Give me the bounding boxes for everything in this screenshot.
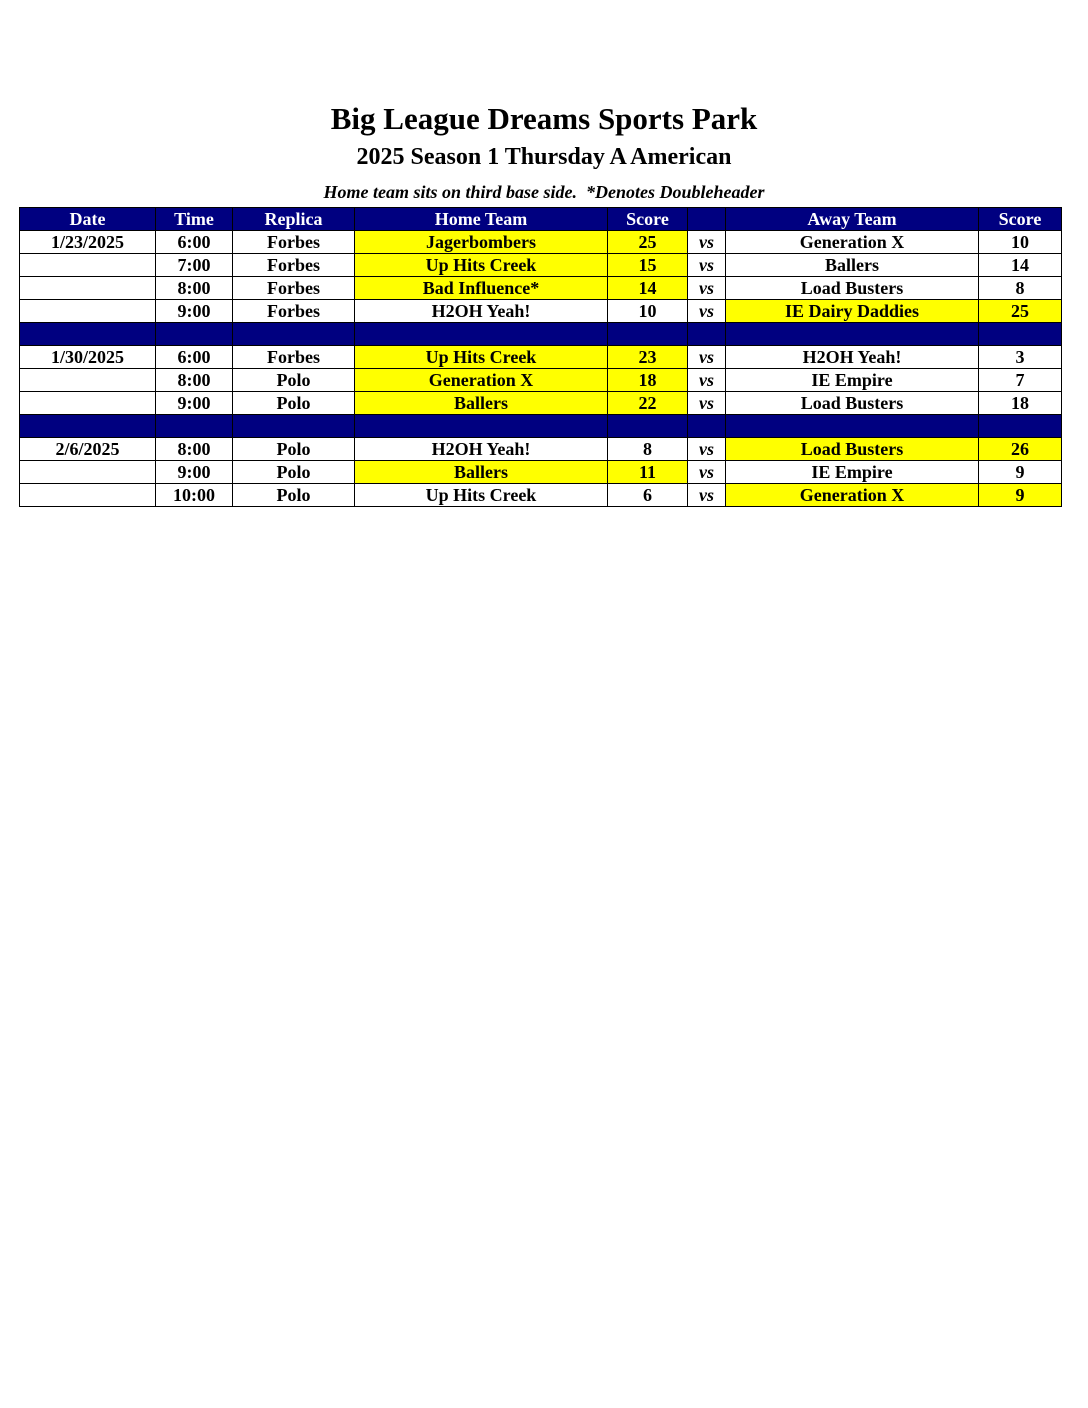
column-header-replica: Replica	[233, 208, 355, 231]
home-score-cell: 14	[608, 277, 688, 300]
schedule-body	[20, 231, 1062, 507]
replica-cell: Forbes	[233, 346, 355, 369]
separator-cell	[979, 415, 1062, 438]
away-score-cell: 3	[979, 346, 1062, 369]
time-cell: 8:00	[156, 438, 233, 461]
home-team-cell: H2OH Yeah!	[355, 438, 608, 461]
home-score-cell: 25	[608, 231, 688, 254]
column-header-time: Time	[156, 208, 233, 231]
home-team-cell: Generation X	[355, 369, 608, 392]
column-header-vs	[688, 208, 726, 231]
separator-cell	[608, 323, 688, 346]
replica-cell: Forbes	[233, 254, 355, 277]
replica-cell: Polo	[233, 369, 355, 392]
table-row	[20, 277, 1062, 300]
home-score-cell: 23	[608, 346, 688, 369]
time-cell: 8:00	[156, 277, 233, 300]
vs-cell: vs	[688, 438, 726, 461]
date-cell: 1/30/2025	[20, 346, 156, 369]
time-cell: 8:00	[156, 369, 233, 392]
time-cell: 9:00	[156, 392, 233, 415]
date-cell	[20, 254, 156, 277]
table-row	[20, 369, 1062, 392]
away-score-cell: 9	[979, 461, 1062, 484]
time-cell: 6:00	[156, 346, 233, 369]
separator-cell	[726, 323, 979, 346]
replica-cell: Polo	[233, 438, 355, 461]
away-team-cell: IE Empire	[726, 461, 979, 484]
away-score-cell: 10	[979, 231, 1062, 254]
table-row	[20, 300, 1062, 323]
home-team-cell: Bad Influence*	[355, 277, 608, 300]
separator-cell	[20, 415, 156, 438]
vs-cell: vs	[688, 484, 726, 507]
date-cell	[20, 369, 156, 392]
replica-cell: Forbes	[233, 300, 355, 323]
vs-cell: vs	[688, 300, 726, 323]
table-row	[20, 461, 1062, 484]
column-header-home-team: Home Team	[355, 208, 608, 231]
away-team-cell: Generation X	[726, 231, 979, 254]
column-header-home-score: Score	[608, 208, 688, 231]
home-team-cell: Ballers	[355, 392, 608, 415]
replica-cell: Polo	[233, 484, 355, 507]
table-row	[20, 438, 1062, 461]
vs-cell: vs	[688, 369, 726, 392]
separator-cell	[688, 415, 726, 438]
time-cell: 7:00	[156, 254, 233, 277]
separator-cell	[233, 323, 355, 346]
table-row	[20, 254, 1062, 277]
home-team-cell: Up Hits Creek	[355, 346, 608, 369]
separator-cell	[156, 323, 233, 346]
date-cell	[20, 392, 156, 415]
away-score-cell: 18	[979, 392, 1062, 415]
home-team-cell: Jagerbombers	[355, 231, 608, 254]
separator-cell	[726, 415, 979, 438]
vs-cell: vs	[688, 392, 726, 415]
column-header-date: Date	[20, 208, 156, 231]
away-score-cell: 25	[979, 300, 1062, 323]
home-score-cell: 18	[608, 369, 688, 392]
home-team-cell: Ballers	[355, 461, 608, 484]
replica-cell: Forbes	[233, 277, 355, 300]
away-team-cell: H2OH Yeah!	[726, 346, 979, 369]
replica-cell: Polo	[233, 461, 355, 484]
time-cell: 10:00	[156, 484, 233, 507]
schedule-note: Home team sits on third base side. *Denotes Doubleheader	[323, 182, 765, 202]
table-row	[20, 346, 1062, 369]
replica-cell: Forbes	[233, 231, 355, 254]
away-team-cell: IE Dairy Daddies	[726, 300, 979, 323]
separator-cell	[355, 415, 608, 438]
separator-cell	[156, 415, 233, 438]
away-score-cell: 14	[979, 254, 1062, 277]
table-row	[20, 231, 1062, 254]
table-row	[20, 392, 1062, 415]
schedule-table	[19, 207, 1062, 507]
home-team-cell: Up Hits Creek	[355, 484, 608, 507]
away-team-cell: Load Busters	[726, 438, 979, 461]
replica-cell: Polo	[233, 392, 355, 415]
date-cell	[20, 300, 156, 323]
vs-cell: vs	[688, 346, 726, 369]
vs-cell: vs	[688, 231, 726, 254]
time-cell: 9:00	[156, 461, 233, 484]
table-header-row	[20, 208, 1062, 231]
home-score-cell: 6	[608, 484, 688, 507]
date-cell: 2/6/2025	[20, 438, 156, 461]
separator-cell	[355, 323, 608, 346]
away-team-cell: IE Empire	[726, 369, 979, 392]
page-title: Big League Dreams Sports Park	[330, 101, 758, 136]
away-team-cell: Load Busters	[726, 392, 979, 415]
column-header-away-score: Score	[979, 208, 1062, 231]
away-team-cell: Load Busters	[726, 277, 979, 300]
separator-cell	[20, 323, 156, 346]
vs-cell: vs	[688, 277, 726, 300]
date-cell	[20, 277, 156, 300]
home-score-cell: 22	[608, 392, 688, 415]
vs-cell: vs	[688, 254, 726, 277]
away-score-cell: 7	[979, 369, 1062, 392]
home-score-cell: 15	[608, 254, 688, 277]
away-score-cell: 26	[979, 438, 1062, 461]
away-score-cell: 9	[979, 484, 1062, 507]
home-score-cell: 11	[608, 461, 688, 484]
home-score-cell: 8	[608, 438, 688, 461]
separator-row	[20, 415, 1062, 438]
separator-cell	[688, 323, 726, 346]
away-team-cell: Generation X	[726, 484, 979, 507]
column-header-away-team: Away Team	[726, 208, 979, 231]
separator-cell	[233, 415, 355, 438]
time-cell: 9:00	[156, 300, 233, 323]
page-subtitle: 2025 Season 1 Thursday A American	[356, 144, 732, 170]
separator-cell	[979, 323, 1062, 346]
table-row	[20, 484, 1062, 507]
separator-cell	[608, 415, 688, 438]
date-cell: 1/23/2025	[20, 231, 156, 254]
separator-row	[20, 323, 1062, 346]
home-score-cell: 10	[608, 300, 688, 323]
date-cell	[20, 461, 156, 484]
vs-cell: vs	[688, 461, 726, 484]
date-cell	[20, 484, 156, 507]
away-score-cell: 8	[979, 277, 1062, 300]
home-team-cell: Up Hits Creek	[355, 254, 608, 277]
home-team-cell: H2OH Yeah!	[355, 300, 608, 323]
away-team-cell: Ballers	[726, 254, 979, 277]
time-cell: 6:00	[156, 231, 233, 254]
